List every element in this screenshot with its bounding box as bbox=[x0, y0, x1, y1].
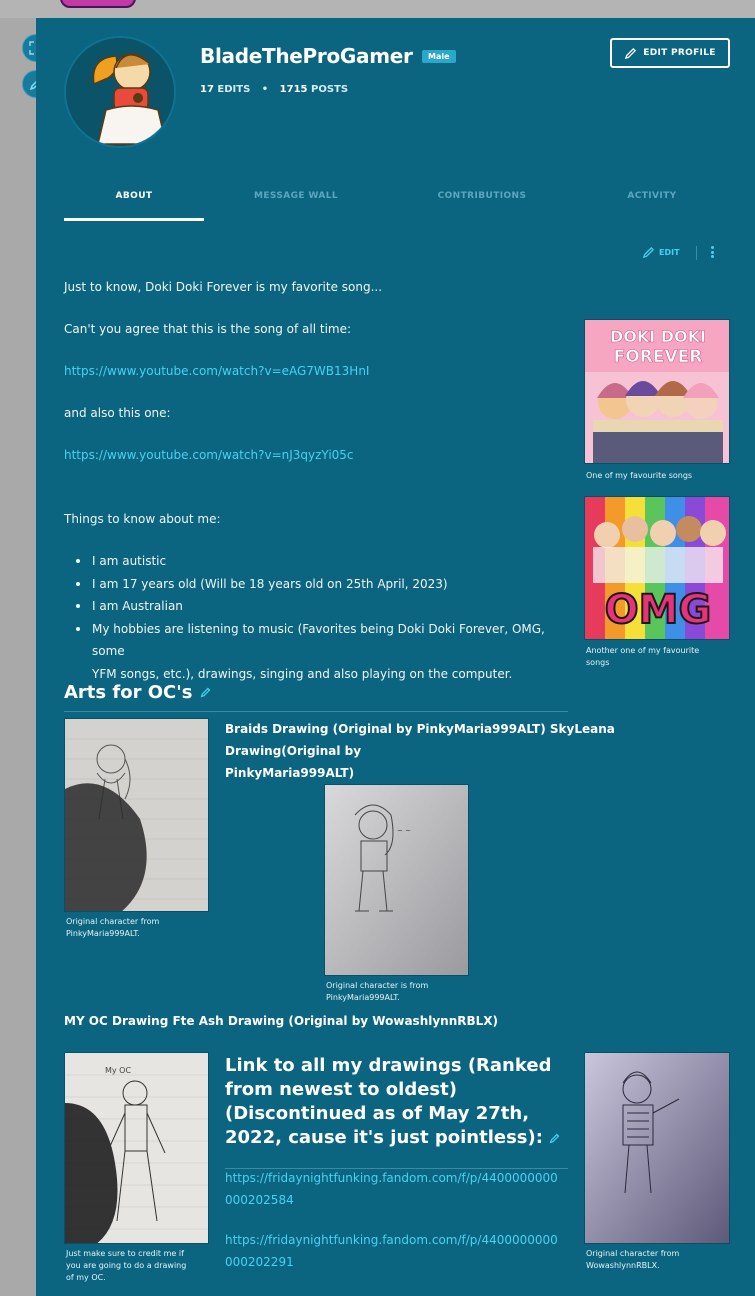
list-item: I am autistic bbox=[72, 550, 572, 573]
arts-heading: Arts for OC's bbox=[64, 682, 211, 703]
drawings-link-1[interactable]: https://fridaynightfunking.fandom.com/f/p/4400000000 000202584 bbox=[225, 1171, 558, 1207]
about-paragraph-4: Things to know about me: bbox=[64, 512, 221, 526]
profile-panel bbox=[36, 18, 755, 1296]
doki-title-line2: FOREVER bbox=[613, 347, 703, 367]
user-stats: 17 EDITS • 1715 POSTS bbox=[200, 84, 349, 95]
tab-about[interactable]: ABOUT bbox=[115, 191, 153, 201]
pencil-icon[interactable] bbox=[200, 687, 211, 698]
active-tab-indicator bbox=[64, 218, 204, 221]
svg-text:My OC: My OC bbox=[105, 1066, 132, 1075]
list-item-continuation: YFM songs, etc.), drawings, singing and also playing on the computer. bbox=[92, 666, 513, 681]
doki-doki-forever-image[interactable] bbox=[584, 319, 730, 464]
posts-label: POSTS bbox=[311, 84, 349, 95]
gender-badge: Male bbox=[422, 50, 456, 63]
pencil-icon bbox=[624, 47, 637, 60]
edit-label: EDIT bbox=[659, 248, 680, 257]
ash-drawing-image[interactable] bbox=[584, 1052, 730, 1244]
doki-image-caption: One of my favourite songs bbox=[586, 471, 693, 480]
edit-button[interactable] bbox=[642, 246, 680, 259]
braids-skyleana-title: Braids Drawing (Original by PinkyMaria999ALT) SkyLeana Drawing(Original by PinkyMaria999ALT) bbox=[225, 722, 615, 780]
omg-image-caption: Another one of my favourite songs bbox=[586, 646, 700, 667]
about-paragraph-3: and also this one: bbox=[64, 406, 171, 420]
posts-count: 1715 bbox=[279, 84, 308, 95]
site-logo[interactable] bbox=[60, 0, 136, 8]
about-paragraph-2: Can't you agree that this is the song of all time: bbox=[64, 322, 352, 336]
braids-drawing-image[interactable] bbox=[64, 718, 209, 912]
edit-profile-label: EDIT PROFILE bbox=[643, 48, 716, 58]
drawings-link-2[interactable]: https://fridaynightfunking.fandom.com/f/p/4400000000 000202291 bbox=[225, 1233, 558, 1269]
omg-image[interactable] bbox=[584, 496, 730, 640]
edits-count: 17 bbox=[200, 84, 214, 95]
oc-drawing-title: MY OC Drawing Fte Ash Drawing (Original by WowashlynnRBLX) bbox=[64, 1014, 499, 1028]
username: BladeTheProGamer bbox=[200, 44, 413, 68]
divider bbox=[696, 246, 697, 260]
heading-divider bbox=[64, 711, 568, 712]
list-item: I am Australian bbox=[72, 595, 572, 618]
omg-title: OMG bbox=[604, 587, 712, 633]
oc-drawing-image[interactable] bbox=[64, 1052, 209, 1244]
ash-caption: Original character from WowashlynnRBLX. bbox=[586, 1249, 680, 1270]
tab-message-wall[interactable]: MESSAGE WALL bbox=[253, 191, 339, 201]
avatar-image bbox=[66, 38, 176, 148]
braids-caption: Original character from PinkyMaria999ALT. bbox=[66, 917, 160, 938]
left-gutter bbox=[0, 18, 36, 1296]
youtube-link-2[interactable]: https://www.youtube.com/watch?v=nJ3qyzYi05c bbox=[64, 448, 354, 462]
pencil-icon[interactable] bbox=[549, 1133, 560, 1144]
avatar[interactable] bbox=[64, 36, 176, 148]
more-options-icon[interactable] bbox=[708, 244, 716, 260]
profile-tabs bbox=[64, 183, 730, 223]
oc-caption: Just make sure to credit me if you are going to do a drawing of my OC. bbox=[66, 1249, 187, 1282]
list-item: My hobbies are listening to music (Favorites being Doki Doki Forever, OMG, some bbox=[72, 618, 572, 663]
edits-label: EDITS bbox=[217, 84, 251, 95]
doki-title-line1: DOKI DOKI bbox=[609, 327, 707, 346]
pencil-icon bbox=[642, 246, 655, 259]
skyleana-caption: Original character is from PinkyMaria999ALT. bbox=[326, 981, 429, 1002]
list-item: I am 17 years old (Will be 18 years old on 25th April, 2023) bbox=[72, 573, 572, 596]
about-paragraph-1: Just to know, Doki Doki Forever is my favorite song... bbox=[64, 280, 383, 294]
tab-activity[interactable]: ACTIVITY bbox=[627, 191, 677, 201]
svg-text:~ ~: ~ ~ bbox=[397, 827, 411, 835]
facts-list bbox=[72, 550, 572, 685]
edit-profile-button[interactable] bbox=[610, 38, 730, 68]
youtube-link-1[interactable]: https://www.youtube.com/watch?v=eAG7WB13HnI bbox=[64, 364, 370, 378]
skyleana-drawing-image[interactable] bbox=[324, 784, 469, 976]
drawings-links-heading: Link to all my drawings (Ranked from newest to oldest) (Discontinued as of May 27th, 2022, cause it's just pointless): bbox=[225, 1054, 577, 1150]
tab-contributions[interactable]: CONTRIBUTIONS bbox=[437, 191, 527, 201]
